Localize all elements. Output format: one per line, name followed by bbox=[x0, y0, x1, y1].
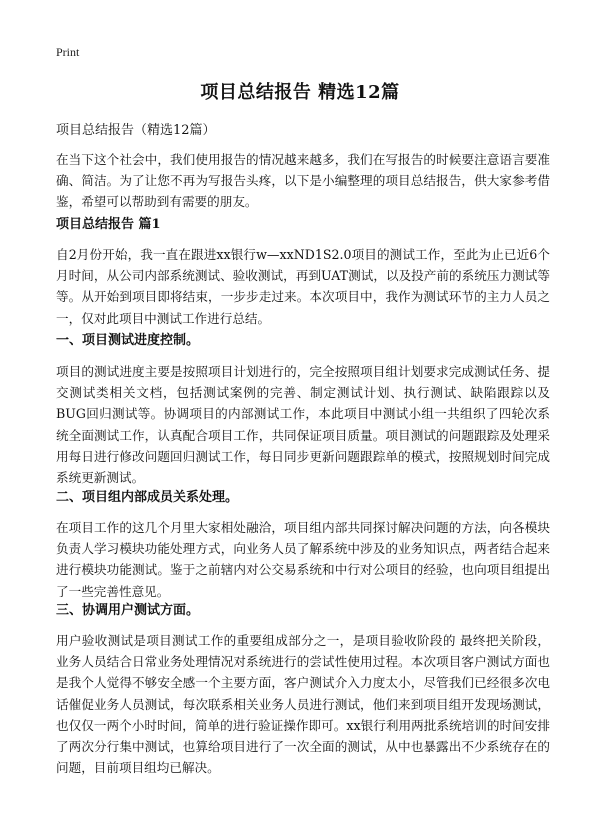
heading-user-testing: 三、协调用户测试方面。 bbox=[56, 603, 200, 618]
section-title: 项目总结报告 篇1 bbox=[56, 217, 161, 232]
heading-progress-control: 一、项目测试进度控制。 bbox=[56, 333, 200, 348]
document-title: 项目总结报告 精选12篇 bbox=[200, 82, 400, 103]
intro-paragraph: 在当下这个社会中，我们使用报告的情况越来越多，我们在写报告的时候要注意语言要准确、简洁。为了让您不再为写报告头疼，以下是小编整理的项目总结报告，供大家参考借鉴，希望可以帮助到有需要的朋友。 bbox=[56, 152, 550, 210]
heading-team-relations: 二、项目组内部成员关系处理。 bbox=[56, 490, 239, 505]
paragraph-3: 在项目工作的这几个月里大家相处融洽，项目组内部共同探讨解决问题的方法，向各模块负责人学习模块功能处理方式，向业务人员了解系统中涉及的业务知识点，两者结合起来进行模块功能测试。鉴于之前辖内对公交易系统和中行对公项目的经验，也向项目组提出了一些完善性意见。 bbox=[56, 520, 550, 599]
print-link[interactable]: Print bbox=[56, 45, 80, 59]
document-subtitle: 项目总结报告（精选12篇） bbox=[56, 123, 216, 138]
paragraph-1: 自2月份开始，我一直在跟进xx银行w—xxND1S2.0项目的测试工作，至此为止已近6个月时间，从公司内部系统测试、验收测试，再到UAT测试，以及投产前的系统压力测试等等。从开始到项目即将结束，一步步走过来。本次项目中，我作为测试环节的主力人员之一，仅对此项目中测试工作进行总结。 bbox=[56, 247, 550, 326]
paragraph-4: 用户验收测试是项目测试工作的重要组成部分之一，是项目验收阶段的 最终把关阶段，业务人员结合日常业务处理情况对系统进行的尝试性使用过程。本次项目客户测试方面也是我个人觉得不够安全感一个主要方面，客户测试介入力度太小，尽管我们已经很多次电话催促业务人员测试，每次联系相关业务人员进行测试，他们来到项目组开发现场测试，也仅仅一两个小时时间，简单的进行验证操作即可。xx银行利用两批系统培训的时间安排了两次分行集中测试，也算给项目进行了一次全面的测试，从中也暴露出不少系统存在的问题，目前项目组均已解决。 bbox=[56, 633, 550, 776]
paragraph-2: 项目的测试进度主要是按照项目计划进行的，完全按照项目组计划要求完成测试任务、提交测试类相关文档，包括测试案例的完善、制定测试计划、执行测试、缺陷跟踪以及BUG回归测试等。协调项目的内部测试工作，本此项目中测试小组一共组织了四轮次系统全面测试工作，认真配合项目工作，共同保证项目质量。项目测试的问题跟踪及处理采用每日进行修改问题回归测试工作，每日同步更新问题跟踪单的模式，按照规划时间完成系统更新测试。 bbox=[56, 364, 550, 486]
